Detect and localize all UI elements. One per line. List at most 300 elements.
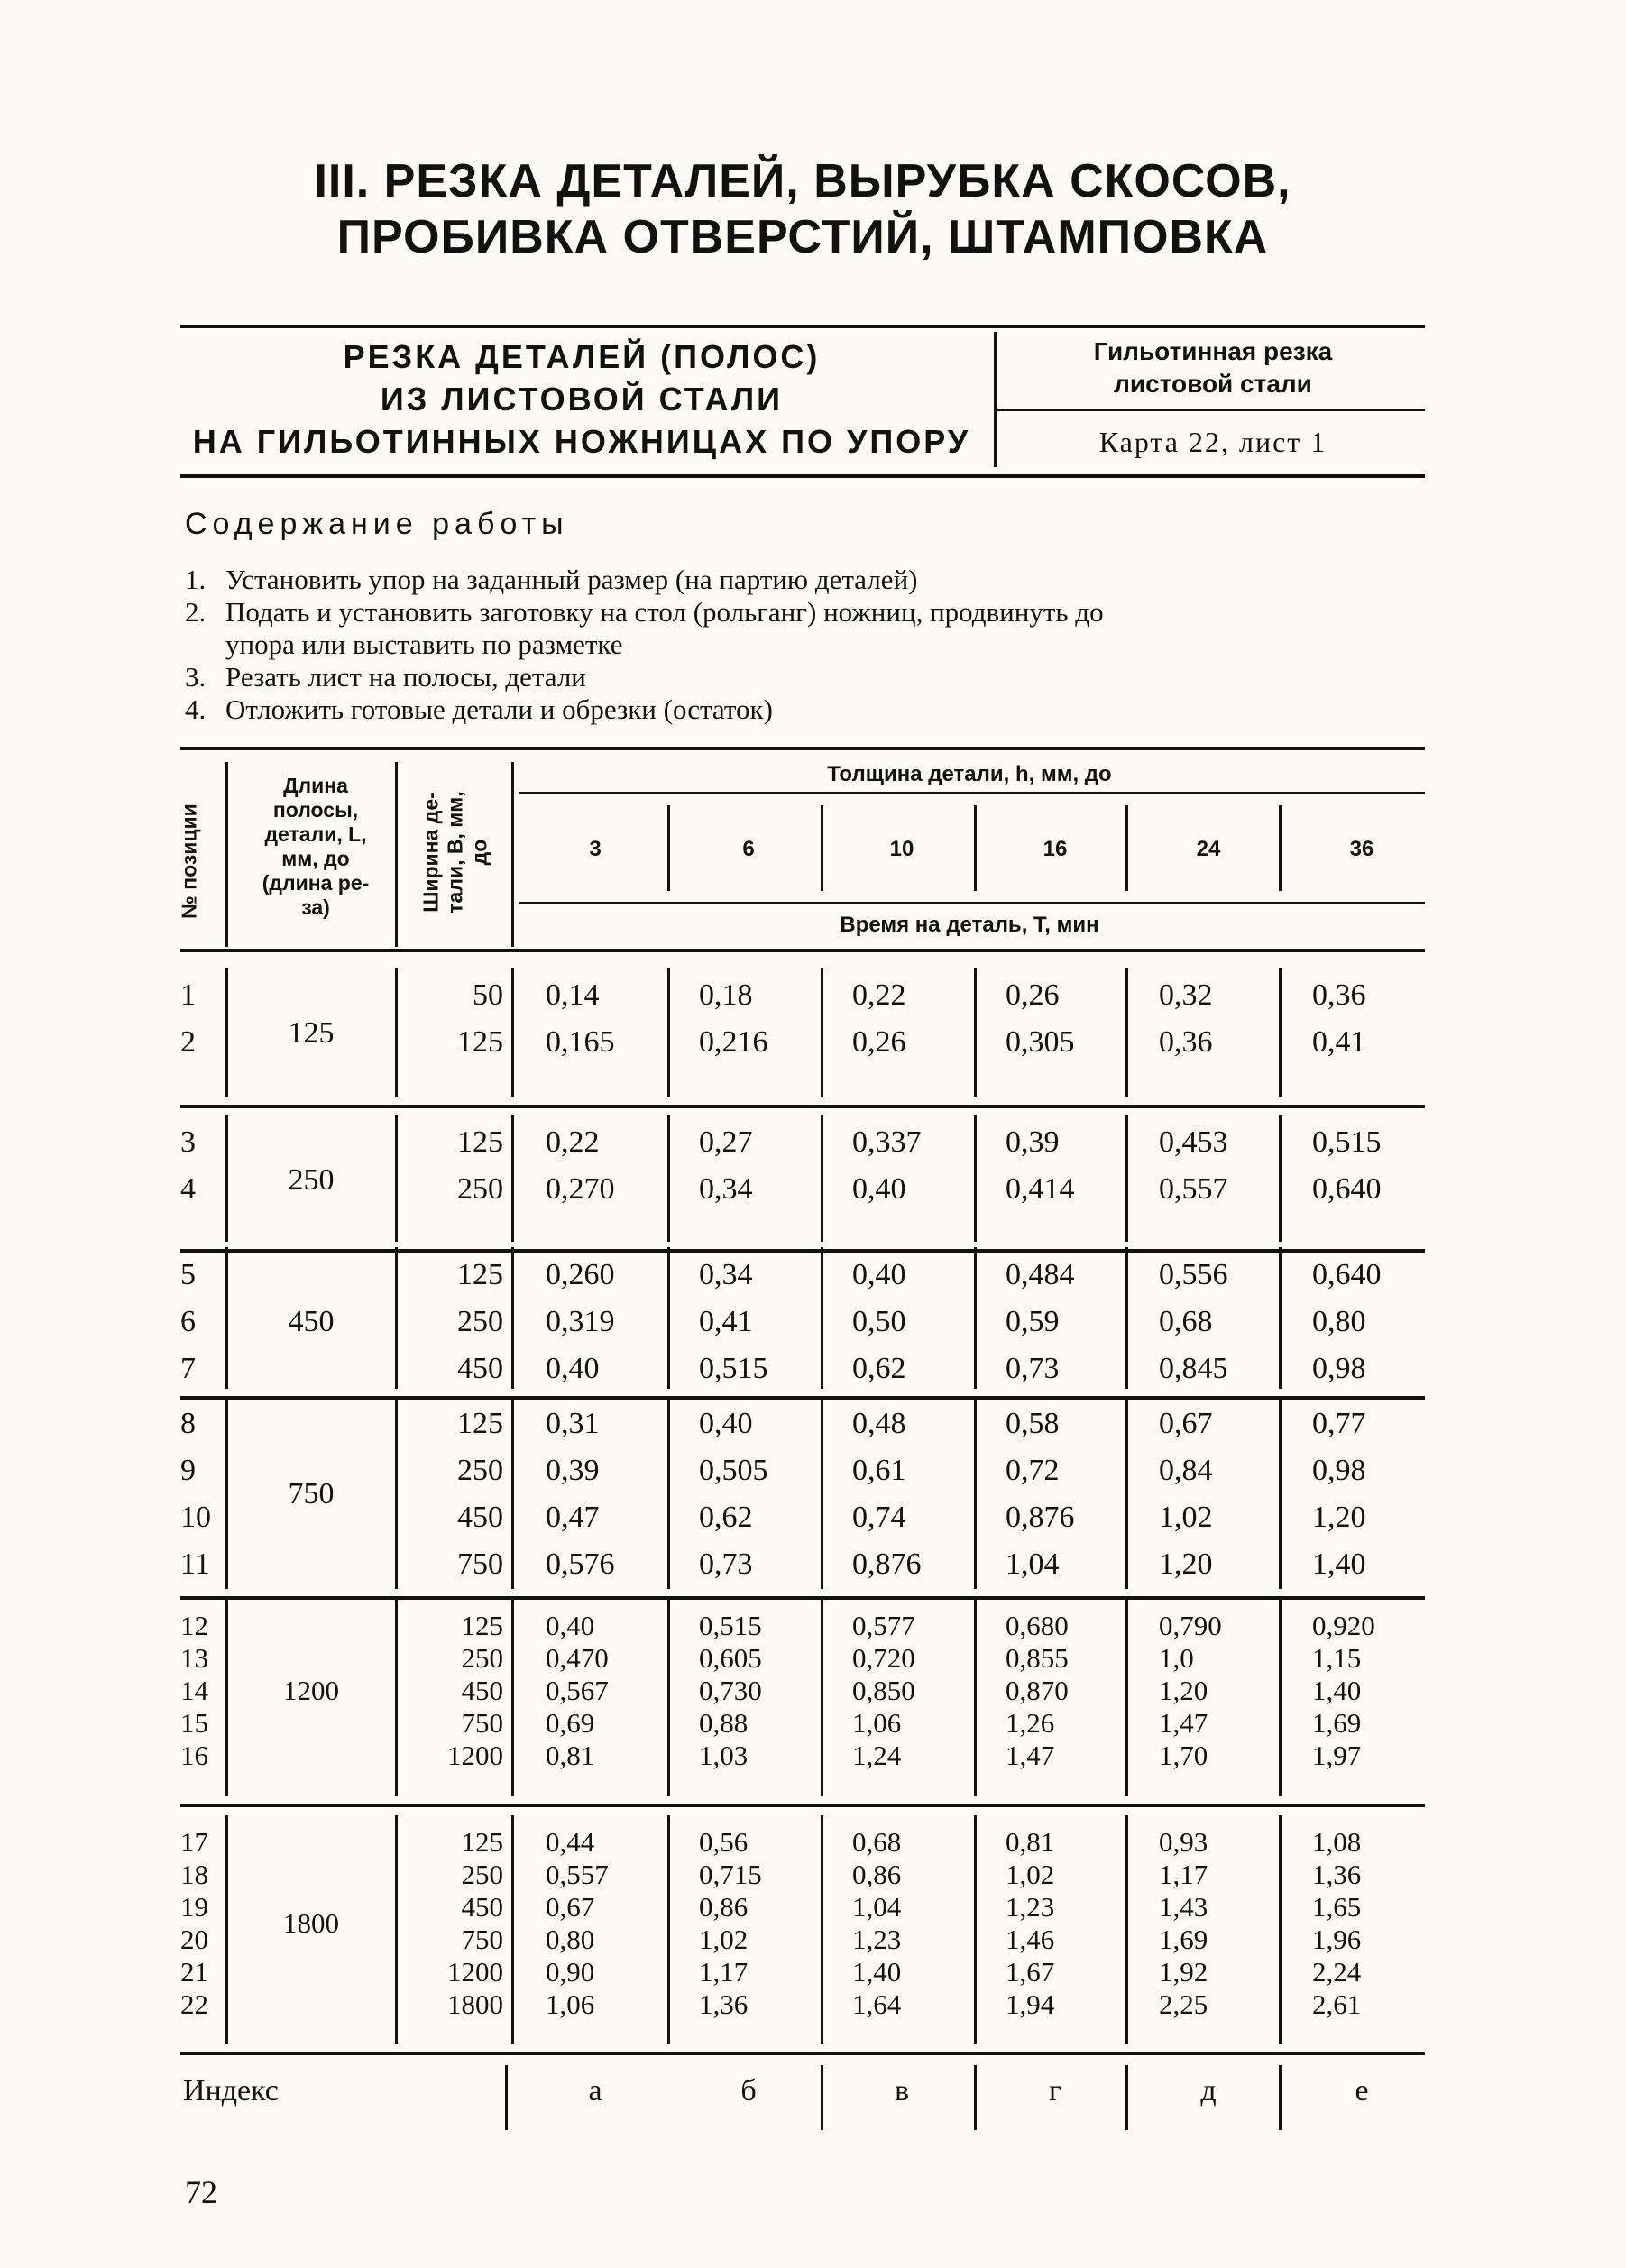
position-number: 16 — [180, 1740, 208, 1771]
card-title — [180, 335, 983, 463]
width-value: 750 — [461, 1707, 503, 1739]
time-value: 0,876 — [1006, 1501, 1075, 1534]
time-value: 0,557 — [1159, 1172, 1228, 1206]
width-value: 750 — [461, 1924, 503, 1955]
time-value: 0,556 — [1159, 1258, 1228, 1291]
time-value: 0,305 — [1006, 1025, 1075, 1059]
operation-name-line-2: листовой стали — [1114, 370, 1312, 398]
column-separator — [1125, 968, 1128, 1097]
time-value: 1,02 — [699, 1924, 749, 1955]
time-value: 2,61 — [1312, 1988, 1362, 2020]
time-value: 1,36 — [1312, 1859, 1362, 1890]
width-value: 450 — [461, 1891, 503, 1923]
position-number: 17 — [180, 1826, 208, 1858]
time-value: 0,74 — [852, 1501, 906, 1534]
card-top-rule — [180, 325, 1425, 328]
time-value: 1,64 — [852, 1988, 902, 2020]
time-value: 0,337 — [852, 1125, 922, 1159]
index-letter: а — [588, 2074, 602, 2107]
time-value: 1,40 — [1312, 1547, 1366, 1581]
time-value: 1,47 — [1159, 1707, 1208, 1739]
work-step-number: 1. — [185, 564, 207, 595]
time-value: 0,62 — [699, 1501, 753, 1534]
time-value: 0,73 — [1006, 1352, 1060, 1385]
width-value: 125 — [457, 1258, 503, 1291]
column-separator — [395, 1115, 398, 1242]
position-number: 10 — [180, 1501, 211, 1534]
work-step-text: Резать лист на полосы, детали — [225, 661, 586, 693]
time-value: 0,80 — [1312, 1305, 1366, 1338]
position-number: 11 — [180, 1547, 210, 1581]
column-separator — [395, 1247, 398, 1389]
column-separator — [821, 1396, 823, 1589]
column-separator — [974, 1396, 977, 1589]
card-bottom-rule — [180, 474, 1425, 478]
thickness-value: 3 — [589, 837, 602, 861]
position-number: 12 — [180, 1610, 208, 1641]
chapter-title-line-1: III. РЕЗКА ДЕТАЛЕЙ, ВЫРУБКА СКОСОВ, — [314, 155, 1291, 207]
column-separator — [821, 1815, 823, 2044]
column-separator — [511, 1396, 514, 1589]
time-value: 0,470 — [546, 1642, 609, 1674]
time-value: 0,715 — [699, 1859, 762, 1890]
page-number: 72 — [185, 2174, 217, 2210]
time-value: 1,03 — [699, 1740, 749, 1771]
column-separator — [821, 968, 823, 1097]
time-value: 0,93 — [1159, 1826, 1208, 1858]
column-separator — [511, 1247, 514, 1389]
width-value: 1200 — [447, 1740, 503, 1771]
time-value: 0,605 — [699, 1642, 762, 1674]
width-value: 125 — [457, 1125, 503, 1159]
time-value: 1,04 — [1006, 1547, 1060, 1581]
width-header-line-2: тали, В, мм, — [443, 791, 467, 914]
time-value: 1,02 — [1006, 1859, 1055, 1890]
column-separator — [225, 1815, 228, 2044]
group-rule — [180, 1105, 1425, 1108]
time-value: 0,26 — [1006, 978, 1060, 1012]
column-separator — [667, 1815, 670, 2044]
column-separator — [511, 968, 514, 1097]
index-letter: д — [1200, 2074, 1217, 2107]
time-value: 1,23 — [1006, 1891, 1055, 1923]
thickness-separator — [667, 805, 670, 891]
work-step — [185, 596, 1429, 629]
time-value: 0,18 — [699, 978, 753, 1012]
position-number: 14 — [180, 1675, 208, 1706]
time-value: 0,680 — [1006, 1610, 1069, 1641]
length-value: 450 — [288, 1305, 335, 1338]
width-value: 250 — [461, 1859, 503, 1890]
column-separator — [1125, 1396, 1128, 1589]
thickness-header-rule — [519, 792, 1425, 794]
column-separator — [225, 1247, 228, 1389]
time-value: 1,67 — [1006, 1956, 1055, 1988]
time-value: 0,790 — [1159, 1610, 1222, 1641]
position-number: 4 — [180, 1172, 196, 1206]
position-number: 15 — [180, 1707, 208, 1739]
card-right-rule — [997, 409, 1425, 411]
index-letter: в — [894, 2074, 910, 2107]
thickness-separator — [1125, 805, 1128, 891]
chapter-title-line-2: ПРОБИВКА ОТВЕРСТИЙ, ШТАМПОВКА — [336, 211, 1269, 263]
header-bottom-rule — [180, 949, 1425, 952]
column-separator — [1125, 1599, 1128, 1796]
group-rule — [180, 1249, 1425, 1253]
column-separator — [395, 1396, 398, 1589]
position-number: 8 — [180, 1407, 196, 1440]
time-value: 0,920 — [1312, 1610, 1375, 1641]
position-number: 20 — [180, 1924, 208, 1955]
position-number: 3 — [180, 1125, 196, 1159]
time-value: 1,40 — [852, 1956, 902, 1988]
time-value: 0,876 — [852, 1547, 922, 1581]
index-letter: б — [740, 2074, 757, 2107]
length-value: 1800 — [283, 1907, 339, 1939]
time-value: 1,04 — [852, 1891, 902, 1923]
position-number: 5 — [180, 1258, 196, 1291]
width-value: 450 — [457, 1352, 503, 1385]
index-letter: г — [1049, 2074, 1061, 2107]
group-rule — [180, 2052, 1425, 2055]
time-value: 0,40 — [699, 1407, 753, 1440]
width-header — [419, 791, 492, 913]
time-value: 1,26 — [1006, 1707, 1055, 1739]
time-value: 0,165 — [546, 1025, 615, 1059]
time-value: 0,730 — [699, 1675, 762, 1706]
work-step-text: Отложить готовые детали и обрезки (остаток) — [225, 693, 773, 725]
column-separator — [1279, 1815, 1282, 2044]
column-separator — [667, 1396, 670, 1589]
time-value: 0,81 — [1006, 1826, 1055, 1858]
time-value: 1,24 — [852, 1740, 902, 1771]
width-value: 125 — [457, 1407, 503, 1440]
column-separator — [974, 1815, 977, 2044]
time-value: 1,96 — [1312, 1924, 1362, 1955]
time-value: 0,40 — [546, 1352, 600, 1385]
work-step-number: 2. — [185, 596, 207, 628]
time-value: 0,69 — [546, 1707, 595, 1739]
time-value: 0,505 — [699, 1454, 768, 1487]
header-separator-width — [511, 762, 514, 947]
position-number: 22 — [180, 1988, 208, 2020]
time-value: 0,270 — [546, 1172, 615, 1206]
column-separator — [1125, 1815, 1128, 2044]
column-separator — [395, 1599, 398, 1796]
position-number: 6 — [180, 1305, 196, 1338]
time-value: 0,39 — [1006, 1125, 1060, 1159]
time-value: 1,46 — [1006, 1924, 1055, 1955]
work-step-number: 4. — [185, 693, 207, 725]
column-separator — [974, 968, 977, 1097]
length-value: 750 — [288, 1477, 335, 1510]
column-separator — [974, 1599, 977, 1796]
work-step-text: Подать и установить заготовку на стол (рольганг) ножниц, продвинуть до — [225, 596, 1104, 628]
column-separator — [1279, 1115, 1282, 1242]
time-value: 0,26 — [852, 1025, 906, 1059]
length-header: Длина полосы, детали, L, мм, до (длина ре- за) — [262, 774, 370, 919]
width-value: 50 — [473, 978, 503, 1012]
time-value: 0,40 — [546, 1610, 595, 1641]
time-value: 0,86 — [699, 1891, 749, 1923]
group-rule — [180, 1804, 1425, 1807]
work-step-text: упора или выставить по разметке — [225, 629, 623, 660]
time-value: 0,59 — [1006, 1305, 1060, 1338]
time-value: 0,50 — [852, 1305, 906, 1338]
column-separator — [821, 1247, 823, 1389]
position-number: 21 — [180, 1956, 208, 1988]
time-value: 0,484 — [1006, 1258, 1075, 1291]
work-step-number — [185, 629, 225, 661]
width-header-line-1: Ширина де- — [418, 792, 443, 913]
time-value: 0,720 — [852, 1642, 915, 1674]
thickness-header: Толщина детали, h, мм, до — [827, 762, 1112, 786]
column-separator — [1279, 1396, 1282, 1589]
time-value: 0,640 — [1312, 1258, 1382, 1291]
operation-name — [1001, 335, 1425, 400]
work-content-title: Содержание работы — [185, 507, 569, 541]
time-value: 0,319 — [546, 1305, 615, 1338]
column-separator — [1125, 1247, 1128, 1389]
time-value: 0,22 — [546, 1125, 600, 1159]
column-separator — [395, 1815, 398, 2044]
width-value: 250 — [457, 1454, 503, 1487]
work-step — [185, 661, 1429, 693]
time-value: 1,20 — [1159, 1547, 1213, 1581]
width-header-line-3: до — [467, 839, 491, 866]
card-title-line-1: РЕЗКА ДЕТАЛЕЙ (ПОЛОС) — [343, 338, 821, 375]
time-value: 0,68 — [852, 1826, 902, 1858]
time-value: 0,216 — [699, 1025, 768, 1059]
column-separator — [511, 1115, 514, 1242]
work-steps-list — [185, 564, 1429, 726]
column-separator — [667, 968, 670, 1097]
time-value: 0,870 — [1006, 1675, 1069, 1706]
time-value: 2,25 — [1159, 1988, 1208, 2020]
card-reference: Карта 22, лист 1 — [1098, 426, 1327, 458]
time-value: 0,414 — [1006, 1172, 1075, 1206]
time-value: 0,56 — [699, 1826, 749, 1858]
column-separator — [821, 1115, 823, 1242]
length-value: 125 — [288, 1016, 335, 1050]
column-separator — [667, 1247, 670, 1389]
width-value: 125 — [457, 1025, 503, 1059]
width-value: 1800 — [447, 1988, 503, 2020]
time-value: 1,08 — [1312, 1826, 1362, 1858]
time-value: 0,34 — [699, 1258, 753, 1291]
position-number: 9 — [180, 1454, 196, 1487]
column-separator — [1279, 1599, 1282, 1796]
width-value: 1200 — [447, 1956, 503, 1988]
work-step-text: Установить упор на заданный размер (на партию деталей) — [225, 564, 918, 595]
time-header: Время на деталь, Т, мин — [840, 913, 1099, 937]
thickness-value: 10 — [889, 837, 914, 861]
time-value: 0,260 — [546, 1258, 615, 1291]
time-value: 0,67 — [1159, 1407, 1213, 1440]
time-value: 0,98 — [1312, 1454, 1366, 1487]
position-number: 19 — [180, 1891, 208, 1923]
time-value: 0,72 — [1006, 1454, 1060, 1487]
thickness-separator — [974, 805, 977, 891]
time-value: 2,24 — [1312, 1956, 1362, 1988]
width-value: 450 — [457, 1501, 503, 1534]
header-separator-position — [225, 762, 228, 947]
column-separator — [667, 1599, 670, 1796]
thickness-value: 24 — [1196, 837, 1221, 861]
time-value: 0,855 — [1006, 1642, 1069, 1674]
time-value: 0,36 — [1312, 978, 1366, 1012]
time-value: 0,36 — [1159, 1025, 1213, 1059]
time-value: 0,61 — [852, 1454, 906, 1487]
position-number: 7 — [180, 1352, 196, 1385]
time-value: 1,06 — [852, 1707, 902, 1739]
position-number: 2 — [180, 1025, 196, 1059]
time-value: 0,453 — [1159, 1125, 1228, 1159]
time-value: 0,31 — [546, 1407, 600, 1440]
time-value: 1,02 — [1159, 1501, 1213, 1534]
time-value: 1,20 — [1312, 1501, 1366, 1534]
thickness-separator — [1279, 805, 1282, 891]
time-value: 0,48 — [852, 1407, 906, 1440]
time-value: 1,17 — [699, 1956, 749, 1988]
time-value: 0,22 — [852, 978, 906, 1012]
column-separator — [1279, 1247, 1282, 1389]
time-value: 0,27 — [699, 1125, 753, 1159]
time-value: 0,62 — [852, 1352, 906, 1385]
column-separator — [225, 968, 228, 1097]
work-step-number: 3. — [185, 661, 207, 693]
header-separator-length — [395, 762, 398, 947]
time-value: 0,84 — [1159, 1454, 1213, 1487]
thickness-value: 6 — [742, 837, 755, 861]
column-separator — [667, 1115, 670, 1242]
column-separator — [511, 1815, 514, 2044]
time-value: 0,44 — [546, 1826, 595, 1858]
time-value: 1,17 — [1159, 1859, 1208, 1890]
column-separator — [974, 1247, 977, 1389]
thickness-value: 16 — [1043, 837, 1068, 861]
time-value: 0,34 — [699, 1172, 753, 1206]
time-value: 0,567 — [546, 1675, 609, 1706]
time-value: 1,65 — [1312, 1891, 1362, 1923]
position-number: 18 — [180, 1859, 208, 1890]
card-divider — [994, 332, 997, 467]
length-value: 250 — [288, 1163, 335, 1197]
column-separator — [974, 1115, 977, 1242]
chapter-title — [171, 153, 1434, 265]
time-value: 0,67 — [546, 1891, 595, 1923]
time-value: 0,515 — [699, 1352, 768, 1385]
position-number: 1 — [180, 978, 196, 1012]
time-value: 0,515 — [1312, 1125, 1382, 1159]
card-title-line-3: НА ГИЛЬОТИННЫХ НОЖНИЦАХ ПО УПОРУ — [192, 423, 971, 460]
time-value: 0,58 — [1006, 1407, 1060, 1440]
time-value: 1,15 — [1312, 1642, 1362, 1674]
thickness-value: 36 — [1349, 837, 1374, 861]
time-value: 0,73 — [699, 1547, 753, 1581]
width-value: 125 — [461, 1610, 503, 1641]
time-value: 1,23 — [852, 1924, 902, 1955]
time-value: 1,43 — [1159, 1891, 1208, 1923]
column-separator — [821, 1599, 823, 1796]
work-step — [185, 564, 1429, 596]
width-value: 750 — [457, 1547, 503, 1581]
time-value: 0,41 — [699, 1305, 753, 1338]
time-value: 1,36 — [699, 1988, 749, 2020]
time-value: 1,94 — [1006, 1988, 1055, 2020]
time-value: 1,47 — [1006, 1740, 1055, 1771]
time-value: 0,90 — [546, 1956, 595, 1988]
time-value: 0,98 — [1312, 1352, 1366, 1385]
column-separator — [1125, 1115, 1128, 1242]
operation-name-line-1: Гильотинная резка — [1093, 337, 1333, 365]
time-value: 0,40 — [852, 1258, 906, 1291]
position-header: № позиции — [177, 803, 201, 919]
width-value: 450 — [461, 1675, 503, 1706]
column-separator — [225, 1115, 228, 1242]
width-value: 250 — [457, 1305, 503, 1338]
time-value: 0,68 — [1159, 1305, 1213, 1338]
time-value: 0,40 — [852, 1172, 906, 1206]
time-value: 1,20 — [1159, 1675, 1208, 1706]
thickness-separator — [821, 805, 823, 891]
index-label: Индекс — [183, 2074, 279, 2107]
time-value: 0,515 — [699, 1610, 762, 1641]
time-value: 0,576 — [546, 1547, 615, 1581]
time-value: 0,557 — [546, 1859, 609, 1890]
column-separator — [511, 1599, 514, 1796]
work-step — [185, 629, 1429, 661]
group-rule — [180, 1396, 1425, 1400]
width-value: 250 — [461, 1642, 503, 1674]
width-value: 250 — [457, 1172, 503, 1206]
time-value: 0,77 — [1312, 1407, 1366, 1440]
index-letter: е — [1355, 2074, 1369, 2107]
time-value: 1,40 — [1312, 1675, 1362, 1706]
time-value: 1,92 — [1159, 1956, 1208, 1988]
card-title-line-2: ИЗ ЛИСТОВОЙ СТАЛИ — [380, 381, 784, 418]
time-value: 0,39 — [546, 1454, 600, 1487]
time-value: 1,69 — [1159, 1924, 1208, 1955]
time-value: 0,577 — [852, 1610, 915, 1641]
time-value: 1,97 — [1312, 1740, 1362, 1771]
time-value: 1,70 — [1159, 1740, 1208, 1771]
table-top-rule — [180, 747, 1425, 750]
time-value: 0,86 — [852, 1859, 902, 1890]
column-separator — [225, 1396, 228, 1589]
index-separator — [505, 2065, 508, 2130]
time-value: 0,80 — [546, 1924, 595, 1955]
time-value: 0,32 — [1159, 978, 1213, 1012]
time-value: 0,850 — [852, 1675, 915, 1706]
time-value: 0,88 — [699, 1707, 749, 1739]
column-separator — [395, 968, 398, 1097]
time-value: 1,0 — [1159, 1642, 1194, 1674]
time-value: 0,845 — [1159, 1352, 1228, 1385]
time-value: 1,06 — [546, 1988, 595, 2020]
position-number: 13 — [180, 1642, 208, 1674]
time-value: 0,81 — [546, 1740, 595, 1771]
width-value: 125 — [461, 1826, 503, 1858]
group-rule — [180, 1596, 1425, 1600]
column-separator — [1279, 968, 1282, 1097]
time-header-rule — [519, 902, 1425, 904]
work-step — [185, 693, 1429, 726]
column-separator — [225, 1599, 228, 1796]
length-value: 1200 — [283, 1675, 339, 1706]
time-value: 0,47 — [546, 1501, 600, 1534]
time-value: 1,69 — [1312, 1707, 1362, 1739]
